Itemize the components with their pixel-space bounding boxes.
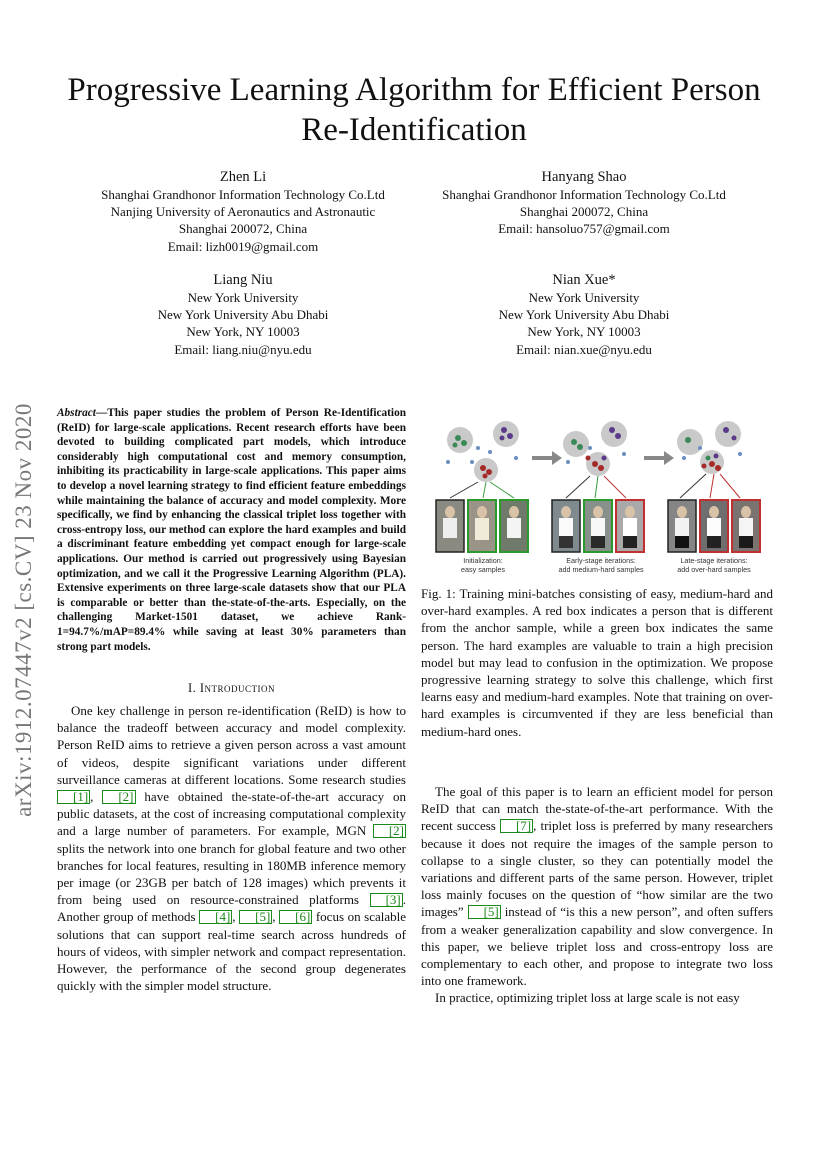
text-run: focus on scalable solutions that can support real-time search across hundreds of hours of videos, with simpler network and compact representation. However, the performance of the second group degenerates quickly with the simpler model structure. [57,909,407,994]
body-paragraph [421,783,773,989]
text-run: One key challenge in person re-identification (ReID) is how to balance the tradeoff between accuracy and model complexity. Person ReID aims to retrieve a given person across a vast amount of videos, despite significant variations under different surveillance cameras at different locations. Some research studies [57,703,406,787]
text-run: , [232,909,240,925]
author-name: Nian Xue* [552,272,616,288]
intro-paragraph [57,702,406,994]
abstract-text: —This paper studies the problem of Person Re-Identification (ReID) for large-scale applications. Recent research efforts have been devoted to building complicated part models, which introduce considerably high computational cost and memory consumption, inhibiting its practicability in large-scale applications. This paper aims to develop a novel learning strategy to find efficient feature embeddings while maintaining the balance of accuracy and model complexity. More specifically, we find by enhancing the classical triplet loss together with cross-entropy loss, our method can explore the hard examples and build a discriminant feature embedding yet compact enough for large-scale applications. Our method is carried out progressively using Bayesian optimization, and we call it the Progressive Learning Algorithm (PLA). Extensive experiments on three large-scale datasets show that our PLA is comparable or better than the-state-of-the-arts. Especially, on the challenging Market-1501 dataset, we achieve Rank-1=94.7%/mAP=89.4% while saving at least 30% parameters than strong part models. [57,407,406,653]
citation-link[interactable]: [2] [373,824,406,838]
abstract [57,406,406,654]
right-column-body [421,783,773,1007]
author-block-2 [410,168,758,238]
figure-label-line: Early-stage iterations: [566,556,636,565]
figure-1-illustration [428,418,768,578]
author-block-3 [57,271,429,358]
author-affiliation: Shanghai Grandhonor Information Technology Co.Ltd [442,187,726,202]
author-address: New York, NY 10003 [527,324,641,340]
author-name: Hanyang Shao [541,169,627,185]
arxiv-stamp-text: arXiv:1912.07447v2 [cs.CV] 23 Nov 2020 [11,403,36,817]
citation-link[interactable]: [3] [370,893,403,907]
author-affiliation: New York University [187,290,299,305]
author-email: Email: lizh0019@gmail.com [167,238,319,254]
author-email: Email: nian.xue@nyu.edu [516,341,652,357]
figure-label-line: Initialization: [463,556,503,565]
text-run: , [272,909,280,925]
author-block-4 [410,271,758,358]
figure-label-late-stage [660,557,768,574]
text-run: splits the network into one branch for global feature and two other branches for local features, resulting in 180MB inference memory per image (or 23GB per batch of 128 images) which prevents it from being used on resource-constrained platforms [57,840,406,908]
arxiv-stamp [4,360,44,860]
author-address: New York, NY 10003 [186,324,300,340]
author-email: Email: hansoluo757@gmail.com [498,221,670,237]
introduction-body [57,702,406,994]
figure-label-line: add medium-hard samples [558,564,644,574]
author-affiliation: New York University [528,290,640,305]
author-affiliation: Nanjing University of Aeronautics and Astronautic [110,204,376,220]
author-name: Zhen Li [219,169,267,185]
arrow-icon [532,451,562,465]
body-paragraph: In practice, optimizing triplet loss at large scale is not easy [435,990,740,1006]
author-affiliation: New York University Abu Dhabi [157,307,329,323]
text-run: . Another group of methods [57,892,406,925]
paper-title [0,70,828,150]
figure-label-line: Late-stage iterations: [680,556,748,565]
citation-link[interactable]: [5] [468,905,501,919]
author-affiliation: New York University Abu Dhabi [498,307,670,323]
abstract-label: Abstract [57,407,96,419]
figure-label-initialization [438,557,528,574]
citation-link[interactable]: [1] [57,790,90,804]
author-email: Email: liang.niu@nyu.edu [174,341,312,357]
figure-label-line: easy samples [461,564,505,574]
citation-link[interactable]: [7] [500,819,533,833]
figure-1-caption: Fig. 1: Training mini-batches consisting of easy, medium-hard and over-hard examples. A red box indicates a person that is different from the anchor sample, while a green box indicates the same person. The hard examples are valuable to train a high precision model but may lead to confusion in the optimization. We propose progressive learning strategy to solve this challenge, which first learns easy and medium-hard examples. Note that training on over-hard examples is circumvented if they are less beneficial than medium-hard ones. [421,586,773,739]
cluster-panel-2 [563,421,627,498]
figure-1 [428,418,768,578]
citation-link[interactable]: [2] [102,790,135,804]
figure-label-early-stage [546,557,656,574]
arrow-icon [644,451,674,465]
citation-link[interactable]: [5] [239,910,272,924]
text-run: have obtained the-state-of-the-art accuracy on public datasets, at the cost of increasing computational complexity and a large number of parameters. For example, MGN [57,789,406,839]
text-run: , [90,789,103,805]
text-run: , triplet loss is preferred by many researchers because it does not require the images of the sample person to collapse to a single cluster, so they can potentially model the variations and different parts of the same person. However, triplet loss mainly focuses on the question of “how similar are the two images” [421,818,773,920]
author-name: Liang Niu [213,272,273,288]
author-address: Shanghai 200072, China [178,221,308,237]
citation-link[interactable]: [4] [199,910,232,924]
text-run: The goal of this paper is to learn an efficient model for person ReID that can match the-state-of-the-art performance. With the recent success [421,784,773,834]
author-address: Shanghai 200072, China [519,204,649,220]
section-heading-introduction: I. Introduction [187,681,276,695]
cluster-panel-1 [446,421,519,498]
text-run: instead of “is this a new person”, and often suffers from a weaker generalization capability and slow convergence. In this paper, we believe triplet loss and cross-entropy loss are complementary to each other, and propose to integrate two loss into one framework. [421,904,773,989]
figure-label-line: add over-hard samples [677,564,751,574]
title-line-1: Progressive Learning Algorithm for Efficient Person [67,72,761,108]
sample-thumbnails [436,500,760,552]
title-line-2: Re-Identification [301,112,527,148]
cluster-panel-3 [677,421,742,498]
author-affiliation: Shanghai Grandhonor Information Technology Co.Ltd [101,187,385,202]
citation-link[interactable]: [6] [279,910,312,924]
author-block-1 [57,168,429,255]
